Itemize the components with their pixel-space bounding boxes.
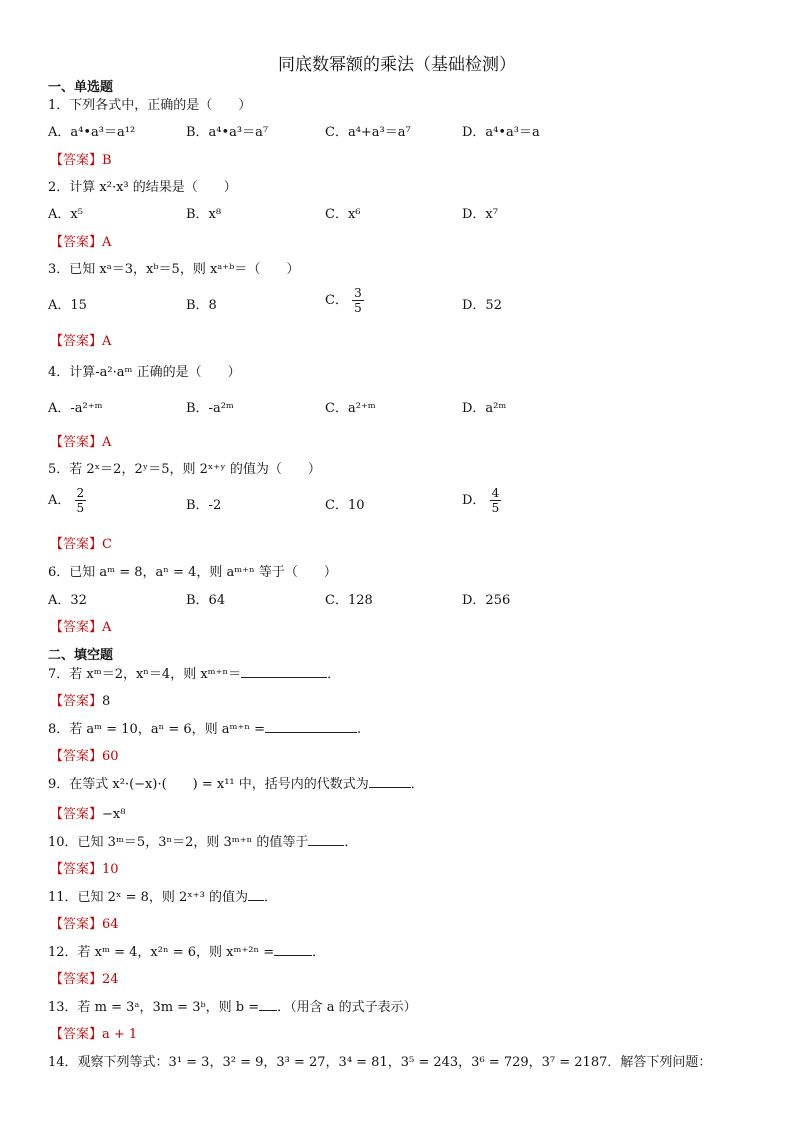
option-a: A．a⁴•a³＝a¹²	[48, 125, 136, 140]
fraction-numerator: 4	[491, 486, 500, 500]
answer-label: 【答案】	[50, 972, 103, 987]
answer-label: 【答案】	[50, 1027, 103, 1042]
option-c-fraction	[352, 286, 364, 315]
answer-3	[50, 330, 111, 349]
option-a: A．-a²⁺ᵐ	[48, 401, 103, 416]
answer-blank	[259, 998, 277, 1011]
question-10-end: ．	[344, 835, 358, 850]
option-a: A．15	[48, 298, 87, 313]
fraction-denominator: 5	[491, 501, 500, 515]
answer-label: 【答案】	[50, 917, 103, 932]
answer-value: A	[102, 620, 112, 635]
option-b: B．-a²ᵐ	[186, 401, 234, 416]
answer-value: 64	[102, 917, 119, 932]
question-6-stem: 6．已知 aᵐ = 8，aⁿ = 4，则 aᵐ⁺ⁿ 等于（ ）	[48, 565, 337, 580]
answer-9	[50, 803, 125, 822]
question-10-stem: 10．已知 3ᵐ＝5，3ⁿ＝2，则 3ᵐ⁺ⁿ 的值等于	[48, 835, 309, 850]
option-c: C．128	[325, 593, 373, 608]
fraction-denominator: 5	[76, 501, 85, 515]
answer-label: 【答案】	[50, 749, 103, 764]
option-d: D．256	[462, 593, 511, 608]
question-7-end: ．	[327, 667, 341, 682]
question-5-stem: 5．若 2ˣ＝2，2ʸ＝5，则 2ˣ⁺ʸ 的值为（ ）	[48, 462, 321, 477]
answer-blank	[241, 665, 327, 678]
option-d: D．a²ᵐ	[462, 401, 507, 416]
answer-label: 【答案】	[50, 235, 103, 250]
option-c: C．a²⁺ᵐ	[325, 401, 376, 416]
answer-4	[50, 431, 111, 450]
answer-value: 60	[102, 749, 119, 764]
answer-8	[50, 745, 119, 764]
answer-label: 【答案】	[50, 435, 103, 450]
answer-7	[50, 690, 110, 709]
answer-11	[50, 913, 119, 932]
answer-label: 【答案】	[50, 537, 103, 552]
question-13-end: ．（用含 a 的式子表示）	[277, 1000, 417, 1015]
answer-label: 【答案】	[50, 694, 103, 709]
question-11-end: ．	[264, 890, 278, 905]
question-13-stem: 13．若 m = 3ᵃ，3m = 3ᵇ，则 b =	[48, 1000, 260, 1015]
question-8-stem: 8．若 aᵐ = 10，aⁿ = 6，则 aᵐ⁺ⁿ =	[48, 722, 265, 737]
answer-value: 8	[102, 694, 111, 709]
question-10	[48, 831, 357, 850]
question-11-stem: 11．已知 2ˣ = 8，则 2ˣ⁺³ 的值为	[48, 890, 249, 905]
question-3-options	[48, 286, 748, 320]
question-1-stem: 1．下列各式中，正确的是（ ）	[48, 98, 252, 113]
question-13	[48, 996, 417, 1015]
answer-6	[50, 616, 111, 635]
option-d: D．a⁴•a³＝a	[462, 125, 540, 140]
option-c-prefix: C．	[325, 293, 348, 308]
answer-label: 【答案】	[50, 153, 103, 168]
answer-blank	[274, 943, 312, 956]
answer-value: 24	[102, 972, 119, 987]
question-12-end: ．	[312, 945, 326, 960]
answer-value: −x⁸	[102, 807, 126, 822]
answer-value: A	[102, 235, 112, 250]
option-c: C．10	[325, 498, 365, 513]
option-b: B．8	[186, 298, 217, 313]
option-a: A．x⁵	[48, 207, 83, 222]
answer-label: 【答案】	[50, 862, 103, 877]
option-b: B．x⁸	[186, 207, 222, 222]
answer-1	[50, 149, 112, 168]
option-d: D．x⁷	[462, 207, 498, 222]
option-d-prefix: D．	[462, 493, 486, 508]
question-14-stem: 14．观察下列等式：3¹ = 3，3² = 9，3³ = 27，3⁴ = 81，3⁵ = 243，3⁶ = 729，3⁷ = 2187．解答下列问题：	[48, 1055, 712, 1070]
option-d	[462, 486, 501, 515]
answer-5	[50, 533, 112, 552]
question-7	[48, 663, 340, 682]
answer-12	[50, 968, 119, 987]
answer-blank	[308, 833, 344, 846]
answer-value: A	[102, 435, 112, 450]
answer-value: 10	[102, 862, 119, 877]
question-8-end: .	[357, 722, 362, 737]
question-11	[48, 886, 277, 905]
fraction-numerator: 2	[76, 486, 85, 500]
option-d: D．52	[462, 298, 502, 313]
question-9-stem: 9．在等式 x²·(−x)·( ) = x¹¹ 中，括号内的代数式为	[48, 777, 369, 792]
answer-13	[50, 1023, 137, 1042]
fraction-denominator: 5	[354, 301, 362, 315]
question-9-end: ．	[410, 777, 424, 792]
option-a: A．32	[48, 593, 87, 608]
question-8	[48, 718, 361, 737]
answer-label: 【答案】	[50, 620, 103, 635]
option-c: C．x⁶	[325, 207, 361, 222]
question-7-stem: 7．若 xᵐ＝2，xⁿ＝4，则 xᵐ⁺ⁿ＝	[48, 667, 242, 682]
option-b: B．64	[186, 593, 226, 608]
question-12	[48, 941, 325, 960]
answer-10	[50, 858, 119, 877]
option-c	[325, 286, 364, 315]
answer-2	[50, 231, 111, 250]
section-heading-fill-blank: 二、填空题	[48, 648, 114, 663]
page-title: 同底数幂额的乘法（基础检测）	[278, 55, 516, 75]
answer-value: A	[102, 334, 112, 349]
answer-blank	[265, 720, 357, 733]
fraction-numerator: 3	[354, 286, 362, 300]
section-heading-single-choice: 一、单选题	[48, 80, 114, 95]
answer-label: 【答案】	[50, 807, 103, 822]
answer-value: C	[102, 537, 112, 552]
question-3-stem: 3．已知 xᵃ＝3，xᵇ＝5，则 xᵃ⁺ᵇ＝（ ）	[48, 262, 300, 277]
question-4-stem: 4．计算-a²·aᵐ 正确的是（ ）	[48, 365, 241, 380]
answer-blank	[248, 888, 264, 901]
question-9	[48, 773, 424, 792]
answer-blank	[369, 775, 411, 788]
option-d-fraction	[490, 486, 502, 515]
answer-value: a + 1	[102, 1027, 138, 1042]
option-c: C．a⁴+a³＝a⁷	[325, 125, 411, 140]
option-b: B．a⁴•a³＝a⁷	[186, 125, 269, 140]
answer-value: B	[102, 153, 112, 168]
option-a-fraction	[75, 486, 87, 515]
question-2-stem: 2．计算 x²·x³ 的结果是（ ）	[48, 180, 237, 195]
question-12-stem: 12．若 xᵐ = 4，x²ⁿ = 6，则 xᵐ⁺²ⁿ =	[48, 945, 275, 960]
option-b: B．-2	[186, 498, 222, 513]
option-a	[48, 486, 86, 515]
question-5-options	[48, 486, 748, 520]
option-a-prefix: A．	[48, 493, 71, 508]
answer-label: 【答案】	[50, 334, 103, 349]
